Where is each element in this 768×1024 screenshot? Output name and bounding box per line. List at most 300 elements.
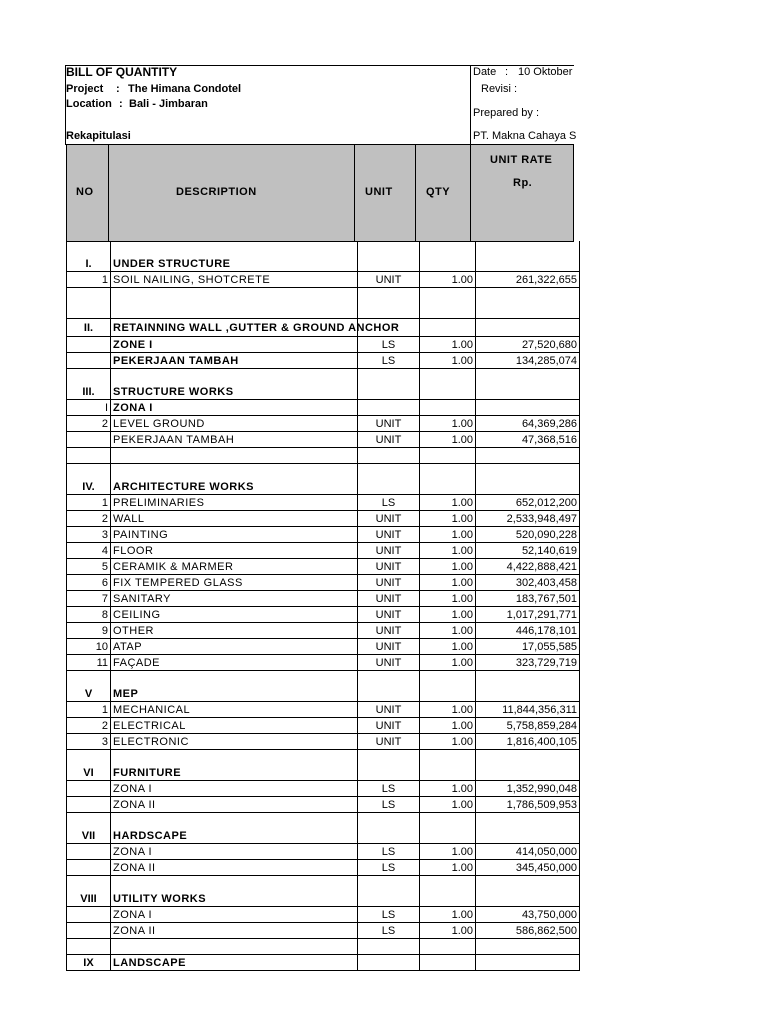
cell-description: ZONA II xyxy=(111,923,358,939)
cell-description: SANITARY xyxy=(111,591,358,607)
cell-description: HARDSCAPE xyxy=(111,828,358,844)
cell-description: ZONA I xyxy=(111,907,358,923)
table-row xyxy=(67,272,580,288)
cell-unit-rate: 11,844,356,311 xyxy=(476,702,580,718)
cell-unit: UNIT xyxy=(358,718,420,734)
table-row xyxy=(67,844,580,860)
cell-description: FAÇADE xyxy=(111,655,358,671)
date-label: Date xyxy=(473,66,497,78)
cell-unit-rate: 446,178,101 xyxy=(476,623,580,639)
cell-unit: UNIT xyxy=(358,527,420,543)
cell-unit: LS xyxy=(358,337,420,353)
cell-no: IX xyxy=(67,955,111,971)
table-row xyxy=(67,639,580,655)
table-row xyxy=(67,718,580,734)
cell-unit: UNIT xyxy=(358,702,420,718)
cell-qty: 1.00 xyxy=(420,353,476,369)
cell-description xyxy=(111,241,358,256)
project-label: Project xyxy=(66,83,104,95)
cell-unit-rate: 520,090,228 xyxy=(476,527,580,543)
table-row xyxy=(67,495,580,511)
cell-no xyxy=(67,876,111,892)
section-row xyxy=(67,479,580,495)
cell-description: ZONA I xyxy=(111,844,358,860)
prepared-label: Prepared by : xyxy=(473,107,540,119)
cell-unit-rate: 2,533,948,497 xyxy=(476,511,580,527)
cell-unit: UNIT xyxy=(358,559,420,575)
cell-description: SOIL NAILING, SHOTCRETE xyxy=(111,272,358,288)
table-row xyxy=(67,527,580,543)
table-row xyxy=(67,623,580,639)
cell-unit xyxy=(358,288,420,304)
cell-qty xyxy=(420,288,476,304)
col-rate-header xyxy=(471,145,574,241)
cell-unit-rate: 414,050,000 xyxy=(476,844,580,860)
cell-no: I. xyxy=(67,256,111,272)
cell-unit-rate: 47,368,516 xyxy=(476,432,580,448)
table-row xyxy=(67,655,580,671)
cell-unit-rate: 64,369,286 xyxy=(476,416,580,432)
table-row xyxy=(67,337,580,353)
cell-unit xyxy=(358,256,420,272)
cell-qty xyxy=(420,479,476,495)
cell-description: ZONE I xyxy=(111,337,358,353)
cell-no: 10 xyxy=(67,639,111,655)
cell-qty xyxy=(420,256,476,272)
cell-unit xyxy=(358,876,420,892)
cell-unit xyxy=(358,384,420,400)
cell-qty xyxy=(420,319,476,337)
col-unit-header xyxy=(355,145,416,241)
cell-no xyxy=(67,797,111,813)
cell-description: CEILING xyxy=(111,607,358,623)
cell-description xyxy=(111,939,358,955)
cell-unit: UNIT xyxy=(358,432,420,448)
cell-qty xyxy=(420,765,476,781)
cell-qty: 1.00 xyxy=(420,781,476,797)
cell-unit: UNIT xyxy=(358,272,420,288)
project-sep: : xyxy=(116,83,120,95)
cell-description: UNDER STRUCTURE xyxy=(111,256,358,272)
cell-unit-rate xyxy=(476,464,580,480)
cell-no: VII xyxy=(67,828,111,844)
cell-qty: 1.00 xyxy=(420,860,476,876)
table-row xyxy=(67,416,580,432)
cell-unit-rate: 1,017,291,771 xyxy=(476,607,580,623)
cell-no xyxy=(67,750,111,766)
cell-unit-rate xyxy=(476,448,580,464)
cell-description: FIX TEMPERED GLASS xyxy=(111,575,358,591)
cell-description: ZONA II xyxy=(111,860,358,876)
sheet-title: BILL OF QUANTITY xyxy=(66,65,178,79)
spacer-row xyxy=(67,448,580,464)
cell-qty xyxy=(420,448,476,464)
cell-description: CERAMIK & MARMER xyxy=(111,559,358,575)
cell-unit-rate: 586,862,500 xyxy=(476,923,580,939)
cell-unit xyxy=(358,750,420,766)
table-row xyxy=(67,543,580,559)
col-no-header xyxy=(66,145,109,241)
summary-label: Rekapitulasi xyxy=(66,130,131,142)
cell-unit-rate xyxy=(476,369,580,385)
cell-unit-rate: 134,285,074 xyxy=(476,353,580,369)
cell-unit xyxy=(358,671,420,687)
cell-unit-rate: 183,767,501 xyxy=(476,591,580,607)
table-row xyxy=(67,702,580,718)
cell-qty: 1.00 xyxy=(420,639,476,655)
column-header xyxy=(66,145,574,241)
cell-description: LEVEL GROUND xyxy=(111,416,358,432)
cell-qty: 1.00 xyxy=(420,607,476,623)
cell-unit-rate: 1,352,990,048 xyxy=(476,781,580,797)
cell-unit-rate xyxy=(476,750,580,766)
cell-description xyxy=(111,369,358,385)
cell-qty: 1.00 xyxy=(420,844,476,860)
table-row xyxy=(67,923,580,939)
cell-unit-rate: 302,403,458 xyxy=(476,575,580,591)
cell-unit-rate: 323,729,719 xyxy=(476,655,580,671)
col-unit-label: UNIT xyxy=(365,186,393,198)
cell-unit: UNIT xyxy=(358,416,420,432)
cell-description xyxy=(111,288,358,304)
cell-unit xyxy=(358,369,420,385)
cell-qty: 1.00 xyxy=(420,702,476,718)
cell-unit xyxy=(358,828,420,844)
cell-unit-rate: 17,055,585 xyxy=(476,639,580,655)
cell-no xyxy=(67,288,111,304)
col-no-label: NO xyxy=(76,186,94,198)
cell-unit-rate: 652,012,200 xyxy=(476,495,580,511)
date-value: 10 Oktober xyxy=(518,66,573,78)
table-row xyxy=(67,591,580,607)
col-qty-label: QTY xyxy=(426,186,451,198)
cell-no xyxy=(67,813,111,829)
cell-no: 11 xyxy=(67,655,111,671)
project-value: The Himana Condotel xyxy=(128,83,242,95)
cell-qty xyxy=(420,813,476,829)
cell-unit-rate xyxy=(476,400,580,416)
cell-description: ELECTRONIC xyxy=(111,734,358,750)
cell-unit-rate xyxy=(476,813,580,829)
table-row xyxy=(67,432,580,448)
cell-qty xyxy=(420,686,476,702)
cell-unit: LS xyxy=(358,781,420,797)
cell-unit-rate: 43,750,000 xyxy=(476,907,580,923)
cell-unit-rate xyxy=(476,686,580,702)
cell-description xyxy=(111,813,358,829)
cell-unit xyxy=(358,939,420,955)
cell-unit xyxy=(358,891,420,907)
cell-no: 3 xyxy=(67,734,111,750)
col-rate-label: UNIT RATE xyxy=(490,154,553,166)
cell-qty xyxy=(420,750,476,766)
spacer-row xyxy=(67,813,580,829)
cell-unit: LS xyxy=(358,844,420,860)
table-row xyxy=(67,907,580,923)
cell-unit xyxy=(358,241,420,256)
cell-description: ZONA I xyxy=(111,781,358,797)
boq-table xyxy=(66,241,580,971)
cell-no xyxy=(67,923,111,939)
table-row xyxy=(67,860,580,876)
cell-no: IV. xyxy=(67,479,111,495)
cell-unit: UNIT xyxy=(358,607,420,623)
cell-no: 2 xyxy=(67,416,111,432)
location-value: Bali - Jimbaran xyxy=(129,98,208,110)
cell-unit: UNIT xyxy=(358,591,420,607)
cell-description: RETAINNING WALL ,GUTTER & GROUND ANCHOR xyxy=(111,319,358,337)
section-row xyxy=(67,686,580,702)
cell-unit: UNIT xyxy=(358,655,420,671)
section-row xyxy=(67,828,580,844)
cell-description: LANDSCAPE xyxy=(111,955,358,971)
cell-unit-rate xyxy=(476,955,580,971)
cell-qty: 1.00 xyxy=(420,591,476,607)
cell-description: PAINTING xyxy=(111,527,358,543)
section-row xyxy=(67,384,580,400)
cell-no: 2 xyxy=(67,718,111,734)
cell-no xyxy=(67,671,111,687)
section-row xyxy=(67,955,580,971)
cell-unit xyxy=(358,765,420,781)
cell-unit-rate xyxy=(476,479,580,495)
cell-unit-rate: 261,322,655 xyxy=(476,272,580,288)
cell-qty: 1.00 xyxy=(420,907,476,923)
cell-description: FURNITURE xyxy=(111,765,358,781)
section-row xyxy=(67,891,580,907)
cell-description xyxy=(111,464,358,480)
cell-no xyxy=(67,241,111,256)
cell-qty: 1.00 xyxy=(420,575,476,591)
cell-unit: LS xyxy=(358,495,420,511)
cell-no: I xyxy=(67,400,111,416)
cell-qty xyxy=(420,384,476,400)
cell-unit-rate: 27,520,680 xyxy=(476,337,580,353)
date-divider xyxy=(470,65,471,145)
spacer-row xyxy=(67,750,580,766)
col-currency-label: Rp. xyxy=(513,177,533,189)
cell-qty: 1.00 xyxy=(420,272,476,288)
cell-unit xyxy=(358,686,420,702)
cell-qty xyxy=(420,400,476,416)
cell-no: 1 xyxy=(67,702,111,718)
cell-no: V xyxy=(67,686,111,702)
cell-no: 8 xyxy=(67,607,111,623)
cell-description xyxy=(111,448,358,464)
cell-qty: 1.00 xyxy=(420,923,476,939)
table-row xyxy=(67,607,580,623)
cell-unit-rate xyxy=(476,876,580,892)
cell-no xyxy=(67,781,111,797)
spacer-row xyxy=(67,241,580,256)
cell-description xyxy=(111,750,358,766)
cell-unit xyxy=(358,400,420,416)
spacer-row xyxy=(67,876,580,892)
cell-unit: LS xyxy=(358,860,420,876)
section-row xyxy=(67,256,580,272)
cell-unit-rate: 1,816,400,105 xyxy=(476,734,580,750)
cell-qty xyxy=(420,241,476,256)
cell-no xyxy=(67,907,111,923)
cell-description: FLOOR xyxy=(111,543,358,559)
cell-no xyxy=(67,860,111,876)
cell-unit-rate: 52,140,619 xyxy=(476,543,580,559)
cell-description xyxy=(111,671,358,687)
cell-qty: 1.00 xyxy=(420,734,476,750)
cell-description: ARCHITECTURE WORKS xyxy=(111,479,358,495)
cell-unit xyxy=(358,813,420,829)
cell-description xyxy=(111,303,358,319)
cell-unit-rate xyxy=(476,241,580,256)
cell-unit: LS xyxy=(358,797,420,813)
table-row xyxy=(67,559,580,575)
cell-unit-rate xyxy=(476,765,580,781)
cell-no xyxy=(67,844,111,860)
cell-description: MEP xyxy=(111,686,358,702)
spacer-row xyxy=(67,939,580,955)
cell-no: 1 xyxy=(67,272,111,288)
cell-qty xyxy=(420,876,476,892)
location-sep: : xyxy=(119,98,123,110)
cell-no: VI xyxy=(67,765,111,781)
cell-unit-rate: 1,786,509,953 xyxy=(476,797,580,813)
cell-unit-rate xyxy=(476,384,580,400)
cell-unit-rate xyxy=(476,319,580,337)
cell-qty xyxy=(420,464,476,480)
cell-qty xyxy=(420,828,476,844)
cell-unit: UNIT xyxy=(358,639,420,655)
cell-qty: 1.00 xyxy=(420,527,476,543)
cell-qty: 1.00 xyxy=(420,543,476,559)
spacer-row xyxy=(67,303,580,319)
cell-unit-rate xyxy=(476,256,580,272)
section-row xyxy=(67,765,580,781)
cell-unit xyxy=(358,955,420,971)
cell-description: WALL xyxy=(111,511,358,527)
cell-qty: 1.00 xyxy=(420,655,476,671)
table-row xyxy=(67,797,580,813)
spacer-row xyxy=(67,464,580,480)
cell-qty: 1.00 xyxy=(420,623,476,639)
spacer-row xyxy=(67,369,580,385)
revisi-label: Revisi : xyxy=(481,83,518,95)
cell-description: ZONA I xyxy=(111,400,358,416)
cell-qty xyxy=(420,369,476,385)
cell-unit xyxy=(358,479,420,495)
cell-description: OTHER xyxy=(111,623,358,639)
location-label: Location xyxy=(66,98,112,110)
cell-no: 4 xyxy=(67,543,111,559)
cell-unit-rate xyxy=(476,828,580,844)
cell-unit-rate xyxy=(476,671,580,687)
cell-unit-rate: 5,758,859,284 xyxy=(476,718,580,734)
cell-qty: 1.00 xyxy=(420,495,476,511)
date-sep: : xyxy=(505,66,509,78)
cell-description: ELECTRICAL xyxy=(111,718,358,734)
cell-description: ATAP xyxy=(111,639,358,655)
table-row xyxy=(67,400,580,416)
cell-no: 2 xyxy=(67,511,111,527)
cell-no xyxy=(67,432,111,448)
cell-no: 7 xyxy=(67,591,111,607)
cell-unit xyxy=(358,464,420,480)
cell-no: II. xyxy=(67,319,111,337)
cell-unit xyxy=(358,303,420,319)
section-row xyxy=(67,319,580,337)
col-qty-header xyxy=(416,145,471,241)
cell-qty xyxy=(420,671,476,687)
cell-unit-rate xyxy=(476,303,580,319)
cell-no xyxy=(67,369,111,385)
cell-qty: 1.00 xyxy=(420,416,476,432)
table-row xyxy=(67,734,580,750)
boq-table-body xyxy=(67,241,580,971)
cell-unit-rate xyxy=(476,939,580,955)
cell-unit-rate xyxy=(476,288,580,304)
cell-unit-rate: 4,422,888,421 xyxy=(476,559,580,575)
cell-no: VIII xyxy=(67,891,111,907)
cell-no xyxy=(67,464,111,480)
cell-qty xyxy=(420,955,476,971)
cell-description xyxy=(111,876,358,892)
spacer-row xyxy=(67,671,580,687)
cell-unit: LS xyxy=(358,907,420,923)
cell-qty: 1.00 xyxy=(420,511,476,527)
col-desc-label: DESCRIPTION xyxy=(176,186,257,198)
cell-unit: UNIT xyxy=(358,734,420,750)
cell-no xyxy=(67,448,111,464)
cell-no: 5 xyxy=(67,559,111,575)
cell-qty: 1.00 xyxy=(420,718,476,734)
table-row xyxy=(67,511,580,527)
cell-no xyxy=(67,337,111,353)
cell-unit-rate: 345,450,000 xyxy=(476,860,580,876)
cell-unit: UNIT xyxy=(358,575,420,591)
cell-unit xyxy=(358,448,420,464)
cell-unit: UNIT xyxy=(358,623,420,639)
spacer-row xyxy=(67,288,580,304)
table-row xyxy=(67,575,580,591)
cell-qty: 1.00 xyxy=(420,797,476,813)
cell-description: STRUCTURE WORKS xyxy=(111,384,358,400)
cell-no: III. xyxy=(67,384,111,400)
col-desc-header xyxy=(109,145,355,241)
cell-no: 9 xyxy=(67,623,111,639)
cell-qty xyxy=(420,891,476,907)
cell-qty: 1.00 xyxy=(420,559,476,575)
cell-description: ZONA II xyxy=(111,797,358,813)
cell-unit: UNIT xyxy=(358,511,420,527)
prepared-value: PT. Makna Cahaya S xyxy=(473,130,577,142)
cell-qty xyxy=(420,939,476,955)
cell-no: 3 xyxy=(67,527,111,543)
cell-qty xyxy=(420,303,476,319)
cell-no: 1 xyxy=(67,495,111,511)
cell-description: PRELIMINARIES xyxy=(111,495,358,511)
cell-no xyxy=(67,303,111,319)
cell-no xyxy=(67,939,111,955)
cell-unit: LS xyxy=(358,923,420,939)
cell-unit: LS xyxy=(358,353,420,369)
cell-description: MECHANICAL xyxy=(111,702,358,718)
cell-description: PEKERJAAN TAMBAH xyxy=(111,353,358,369)
table-row xyxy=(67,781,580,797)
cell-no: 6 xyxy=(67,575,111,591)
cell-qty: 1.00 xyxy=(420,337,476,353)
cell-unit-rate xyxy=(476,891,580,907)
cell-qty: 1.00 xyxy=(420,432,476,448)
cell-description: UTILITY WORKS xyxy=(111,891,358,907)
